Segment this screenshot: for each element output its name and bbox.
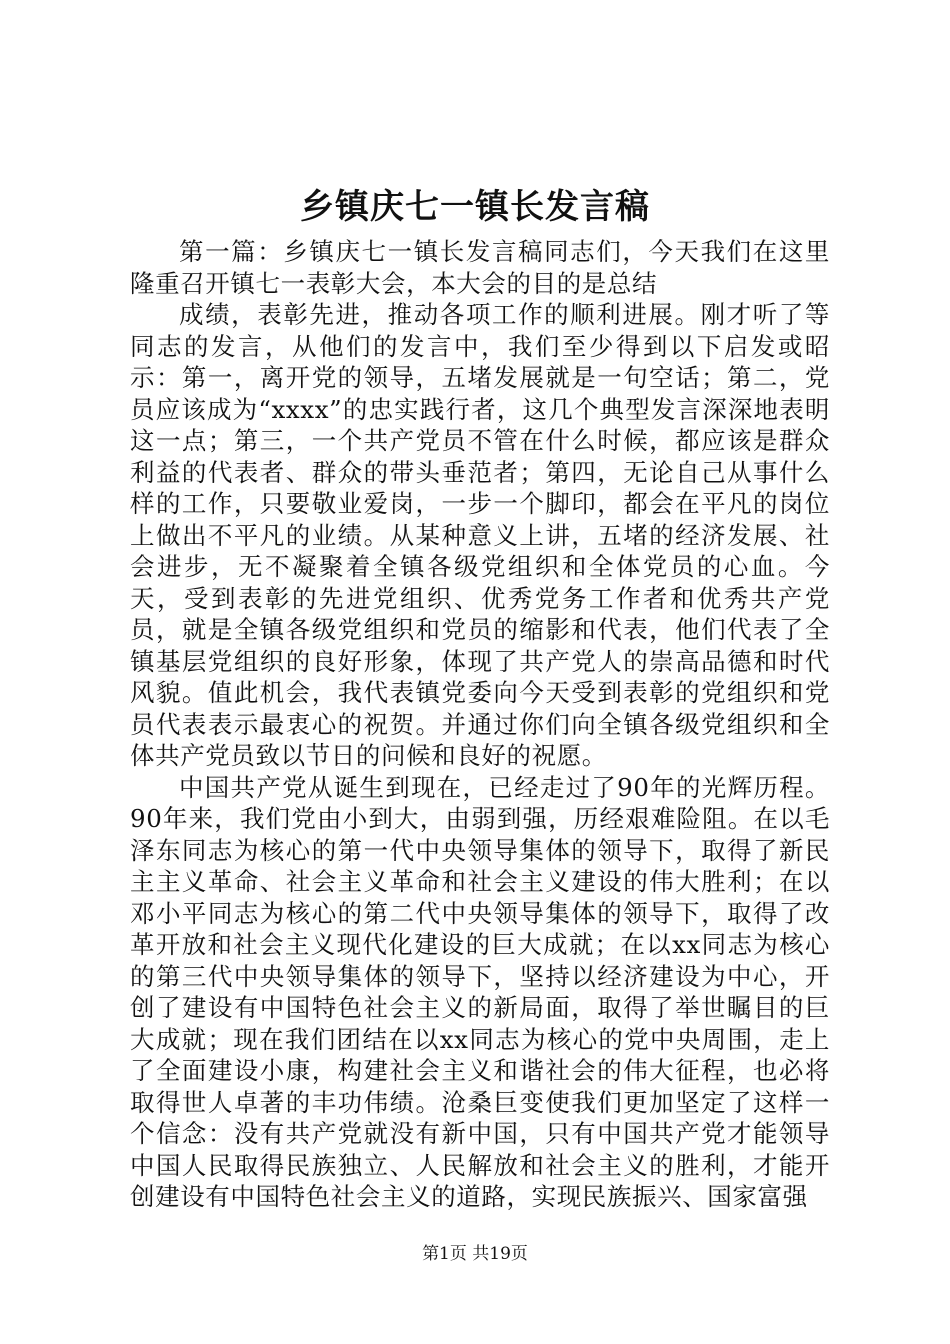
paragraph: 第一篇：乡镇庆七一镇长发言稿同志们，今天我们在这里隆重召开镇七一表彰大会，本大会的目的是总结: [130, 237, 830, 298]
paragraph: 中国共产党从诞生到现在，已经走过了90年的光辉历程。90年来，我们党由小到大，由弱到强，历经艰难险阻。在以毛泽东同志为核心的第一代中央领导集体的领导下，取得了新民主主义革命、社会主义革命和社会主义建设的伟大胜利；在以邓小平同志为核心的第二代中央领导集体的领导下，取得了改革开放和社会主义现代化建设的巨大成就；在以xx同志为核心的第三代中央领导集体的领导下，坚持以经济建设为中心，开创了建设有中国特色社会主义的新局面，取得了举世瞩目的巨大成就；现在我们团结在以xx同志为核心的党中央周围，走上了全面建设小康，构建社会主义和谐社会的伟大征程，也必将取得世人卓著的丰功伟绩。沧桑巨变使我们更加坚定了这样一个信念：没有共产党就没有新中国，只有中国共产党才能领导中国人民取得民族独立、人民解放和社会主义的胜利，才能开创建设有中国特色社会主义的道路，实现民族振兴、国家富强: [130, 772, 830, 1211]
document-title: 乡镇庆七一镇长发言稿: [300, 187, 650, 227]
document-body: [130, 236, 830, 1213]
paragraph: 成绩，表彰先进，推动各项工作的顺利进展。刚才听了等同志的发言，从他们的发言中，我们至少得到以下启发或昭示：第一，离开党的领导，五堵发展就是一句空话；第二，党员应该成为“xxxx”的忠实践行者，这几个典型发言深深地表明这一点；第三，一个共产党员不管在什么时候，都应该是群众利益的代表者、群众的带头垂范者；第四，无论自己从事什么样的工作，只要敬业爱岗，一步一个脚印，都会在平凡的岗位上做出不平凡的业绩。从某种意义上讲，五堵的经济发展、社会进步，无不凝聚着全镇各级党组织和全体党员的心血。今天，受到表彰的先进党组织、优秀党务工作者和优秀共产党员，就是全镇各级党组织和党员的缩影和代表，他们代表了全镇基层党组织的良好形象，体现了共产党人的崇高品德和时代风貌。值此机会，我代表镇党委向今天受到表彰的党组织和党员代表表示最衷心的祝贺。并通过你们向全镇各级党组织和全体共产党员致以节日的问候和良好的祝愿。: [130, 300, 830, 770]
page-number-footer: 第1页 共19页: [422, 1244, 528, 1264]
